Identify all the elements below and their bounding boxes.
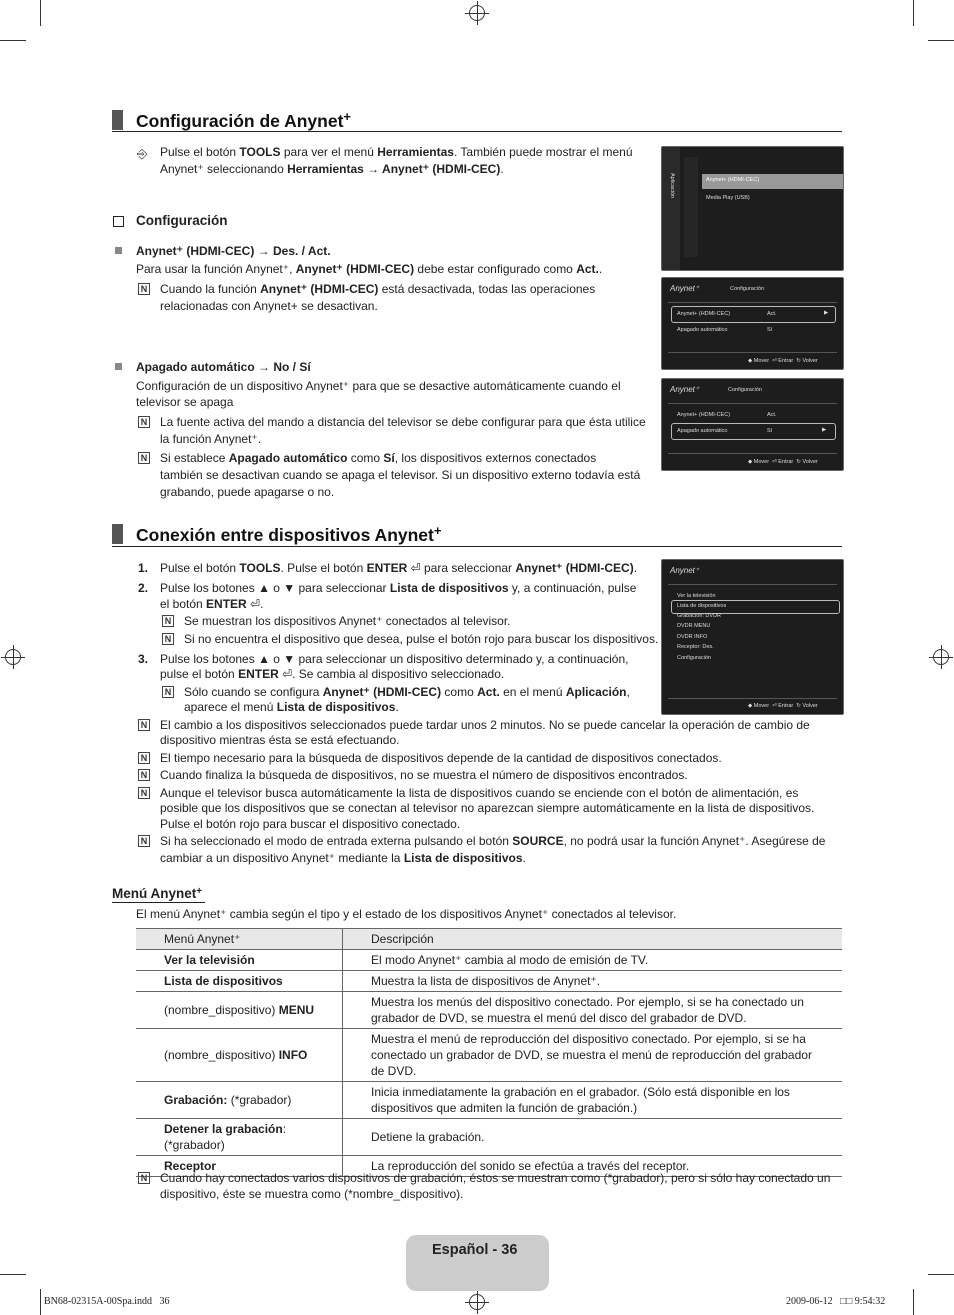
tools-note-line1: Pulse el botón TOOLS para ver el menú Herramientas. También puede mostrar el menú <box>160 145 633 159</box>
menu-anynet-title: Menú Anynet+ <box>112 886 203 901</box>
item2-note1-b: la función Anynet⁺. <box>160 432 262 446</box>
item2-line2: televisor se apaga <box>136 395 234 409</box>
tv-screen-config-2: Anynet⁺ Configuración Anynet+ (HDMI-CEC) Act. Apagado automático Sí ▶ ◆ Mover ⏎ Entrar ↻ Volver <box>661 378 844 471</box>
registration-mark-top <box>469 5 485 21</box>
subsection-title: Configuración <box>136 213 228 228</box>
item2-title: Apagado automático → No / Sí <box>136 360 311 374</box>
note-icon: N <box>138 283 150 295</box>
step2-a: Pulse los botones ▲ o ▼ para seleccionar Lista de dispositivos y, a continuación, pulse <box>160 581 637 595</box>
tv-screen-anynet-menu: Anynet⁺ Ver la televisión Lista de dispositivos Grabación: DVDR DVDR MENU DVDR INFO Receptor: Des. Configuración ◆ Mover ⏎ Entrar ↻ Volver <box>661 559 844 715</box>
item2-note2-c: grabando, puede apagarse o no. <box>160 485 335 499</box>
tools-note-line2: Anynet⁺ seleccionando Herramientas → Anynet⁺ (HDMI-CEC). <box>160 162 504 176</box>
note4-c: Pulse el botón rojo para buscar el dispositivo conectado. <box>160 817 461 831</box>
menu-intro: El menú Anynet⁺ cambia según el tipo y el estado de los dispositivos Anynet⁺ conectados al televisor. <box>136 907 677 921</box>
item2-note2-a: Si establece Apagado automático como Sí, los dispositivos externos conectados <box>160 451 597 465</box>
file-info: BN68-02315A-00Spa.indd 36 <box>44 1296 170 1307</box>
step3-b: pulse el botón ENTER ⏎. Se cambia al dispositivo seleccionado. <box>160 667 505 681</box>
step3-note-b: aparece el menú Lista de dispositivos. <box>184 700 399 714</box>
date-info: 2009-06-12 □□ 9:54:32 <box>786 1296 886 1307</box>
tools-icon: ⎆ <box>137 146 148 161</box>
tv-screen-application-menu: Aplicación Anynet+ (HDMI-CEC) Media Play (USB) <box>661 146 844 271</box>
section-title-conexion: Conexión entre dispositivos Anynet+ <box>136 523 442 545</box>
item1-note-a: Cuando la función Anynet⁺ (HDMI-CEC) está desactivada, todas las operaciones <box>160 282 596 296</box>
note5-b: cambiar a un dispositivo Anynet⁺ mediante la Lista de dispositivos. <box>160 851 526 865</box>
item1-title: Anynet⁺ (HDMI-CEC) → Des. / Act. <box>136 244 331 258</box>
step1: Pulse el botón TOOLS. Pulse el botón ENTER ⏎ para seleccionar Anynet⁺ (HDMI-CEC). <box>160 561 638 575</box>
step2-b: el botón ENTER ⏎. <box>160 597 264 611</box>
registration-mark-right <box>933 649 949 665</box>
anynet-menu-table: Menú Anynet⁺ Descripción Ver la televisión El modo Anynet⁺ cambia al modo de emisión de TV. Lista de dispositivos Muestra la lista de dispositivos de Anynet⁺. (nombre_dispositivo) MENU Muestra los menús del dispositivo conectado. Por ejemplo, si se ha conectado un grabador de DVD, se muestra el menú del disco del grabador de DVD. (nombre_dispositivo) INFO Muestra el menú de reproducción del dispositivo conectado. Por ejemplo, si se ha conectado un grabador de DVD, se muestra el menú de reproducción del grabador de DVD. Grabación: (*grabador) Inicia inmediatamente la grabación en el grabador. (Sólo está disponible en los dispositivos que admiten la función de grabación.) Detener la grabación: (*grabador) Detiene la grabación. Receptor La reproducción del sonido se efectúa a través del receptor. <box>136 928 842 1177</box>
section-title-configuracion: Configuración de Anynet+ <box>136 109 352 131</box>
final-note-b: dispositivo, éste se muestra como (*nombre_dispositivo). <box>160 1187 464 1201</box>
item2-note2-b: también se desactivan cuando se apaga el televisor. Si un dispositivo externo todavía está <box>160 468 641 482</box>
registration-mark-bottom <box>469 1294 485 1310</box>
note4-a: Aunque el televisor busca automáticamente la lista de dispositivos cuando se enciende con el botón de alimentación, es <box>160 786 799 800</box>
item1-line: Para usar la función Anynet⁺, Anynet⁺ (HDMI-CEC) debe estar configurado como Act.. <box>136 262 603 276</box>
note-icon: N <box>138 416 150 428</box>
note2: El tiempo necesario para la búsqueda de dispositivos depende de la cantidad de dispositivos conectados. <box>160 751 722 765</box>
registration-mark-left <box>5 649 21 665</box>
item1-note-b: relacionadas con Anynet+ se desactivan. <box>160 299 378 313</box>
step3-note-a: Sólo cuando se configura Anynet⁺ (HDMI-CEC) como Act. en el menú Aplicación, <box>184 685 630 699</box>
item2-line1: Configuración de un dispositivo Anynet⁺ para que se desactive automáticamente cuando el <box>136 379 621 393</box>
step2-note1: Se muestran los dispositivos Anynet⁺ conectados al televisor. <box>184 614 511 628</box>
step2-note2: Si no encuentra el dispositivo que desea, pulse el botón rojo para buscar los dispositivos. <box>184 632 659 646</box>
final-note-a: Cuando hay conectados varios dispositivos de grabación, éstos se muestran como (*grabador), pero si sólo hay conectado un <box>160 1171 831 1185</box>
note3: Cuando finaliza la búsqueda de dispositivos, no se muestra el número de dispositivos encontrados. <box>160 768 688 782</box>
note-icon: N <box>138 452 150 464</box>
step3-a: Pulse los botones ▲ o ▼ para seleccionar un dispositivo determinado y, a continuación, <box>160 652 629 666</box>
item2-note1-a: La fuente activa del mando a distancia del televisor se debe configurar para que ésta utilice <box>160 415 646 429</box>
page-number: Español - 36 <box>432 1242 518 1258</box>
note1-a: El cambio a los dispositivos seleccionados puede tardar unos 2 minutos. No se puede cancelar la operación de cambio de <box>160 718 810 732</box>
tv-screen-config-1: Anynet⁺ Configuración Anynet+ (HDMI-CEC) Act. ▶ Apagado automático Sí ◆ Mover ⏎ Entrar ↻ Volver <box>661 277 844 370</box>
note5-a: Si ha seleccionado el modo de entrada externa pulsando el botón SOURCE, no podrá usar la función Anynet⁺. Asegúrese de <box>160 834 826 848</box>
note1-b: dispositivo mientras ésta se está efectuando. <box>160 733 400 747</box>
note4-b: posible que los dispositivos que se conectan al televisor no aparezcan siempre automáticamente en la lista de dispositivos. <box>160 801 815 815</box>
